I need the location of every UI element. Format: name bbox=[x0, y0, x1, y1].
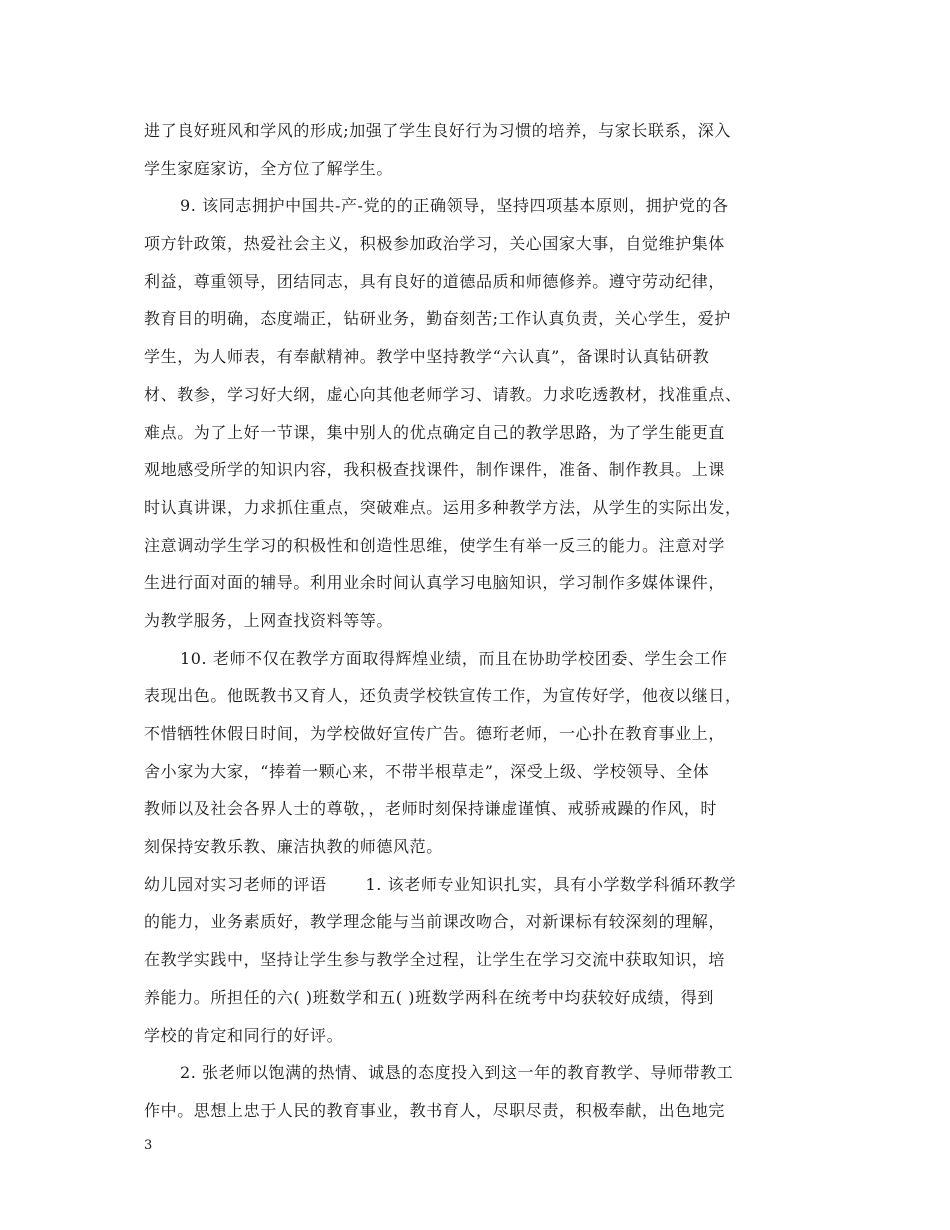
text-line: 材、教参，学习好大纲，虚心向其他老师学习、请教。力求吃透教材，找准重点、 bbox=[144, 384, 742, 404]
text-line: 作中。思想上忠于人民的教育事业，教书育人，尽职尽责，积极奉献，出色地完 bbox=[144, 1100, 726, 1120]
text-line: 学生，为人师表，有奉献精神。教学中坚持教学“六认真”，备课时认真钻研教 bbox=[144, 347, 710, 367]
text-line: 的能力，业务素质好，教学理念能与当前课改吻合，对新课标有较深刻的理解， bbox=[144, 912, 726, 932]
text-line: 舍小家为大家，“捧着一颗心来，不带半根草走”，深受上级、学校领导、全体 bbox=[144, 761, 710, 781]
document-body bbox=[144, 112, 824, 1130]
text-line: 生进行面对面的辅导。利用业余时间认真学习电脑知识，学习制作多媒体课件， bbox=[144, 573, 726, 593]
text-line: 幼儿园对实习老师的评语 1. 该老师专业知识扎实，具有小学数学科循环教学 bbox=[144, 874, 737, 894]
text-line: 在教学实践中，坚持让学生参与教学全过程，让学生在学习交流中获取知识，培 bbox=[144, 950, 726, 970]
text-line: 项方针政策，热爱社会主义，积极参加政治学习，关心国家大事，自觉维护集体 bbox=[144, 234, 726, 254]
text-line: 观地感受所学的知识内容，我积极查找课件，制作课件，准备、制作教具。上课 bbox=[144, 460, 726, 480]
text-line: 注意调动学生学习的积极性和创造性思维，使学生有举一反三的能力。注意对学 bbox=[144, 535, 726, 555]
text-line: 教育目的明确，态度端正，钻研业务，勤奋刻苦;工作认真负责，关心学生，爱护 bbox=[144, 309, 731, 329]
text-line: 难点。为了上好一节课，集中别人的优点确定自己的教学思路，为了学生能更直 bbox=[144, 422, 726, 442]
text-line: 时认真讲课，力求抓住重点，突破难点。运用多种教学方法，从学生的实际出发， bbox=[144, 497, 742, 517]
text-line: 学校的肯定和同行的好评。 bbox=[144, 1025, 344, 1045]
text-line: 进了良好班风和学风的形成;加强了学生良好行为习惯的培养，与家长联系，深入 bbox=[144, 121, 731, 140]
text-line: 9. 该同志拥护中国共-产-党的的正确领导，坚持四项基本原则，拥护党的各 bbox=[180, 196, 729, 216]
text-line: 2. 张老师以饱满的热情、诚恳的态度投入到这一年的教育教学、导师带教工 bbox=[180, 1063, 734, 1083]
text-line: 学生家庭家访，全方位了解学生。 bbox=[144, 158, 394, 178]
text-line: 刻保持安教乐教、廉洁执教的师德风范。 bbox=[144, 837, 443, 857]
text-line: 教师以及社会各界人士的尊敬，，老师时刻保持谦虚谨慎、戒骄戒躁的作风，时 bbox=[144, 799, 718, 819]
text-line: 表现出色。他既教书又育人，还负责学校铁宣传工作，为宣传好学，他夜以继日， bbox=[144, 686, 742, 706]
text-line: 不惜牺牲休假日时间，为学校做好宣传广告。德珩老师，一心扑在教育事业上， bbox=[144, 724, 726, 743]
text-line: 利益，尊重领导，团结同志，具有良好的道德品质和师德修养。遵守劳动纪律， bbox=[144, 271, 726, 291]
text-line: 10. 老师不仅在教学方面取得辉煌业绩，而且在协助学校团委、学生会工作 bbox=[180, 648, 728, 668]
page-number: 3 bbox=[144, 1138, 153, 1153]
text-line: 为教学服务，上网查找资料等等。 bbox=[144, 610, 394, 630]
text-line: 养能力。所担任的六( )班数学和五( )班数学两科在统考中均获较好成绩，得到 bbox=[144, 987, 714, 1007]
